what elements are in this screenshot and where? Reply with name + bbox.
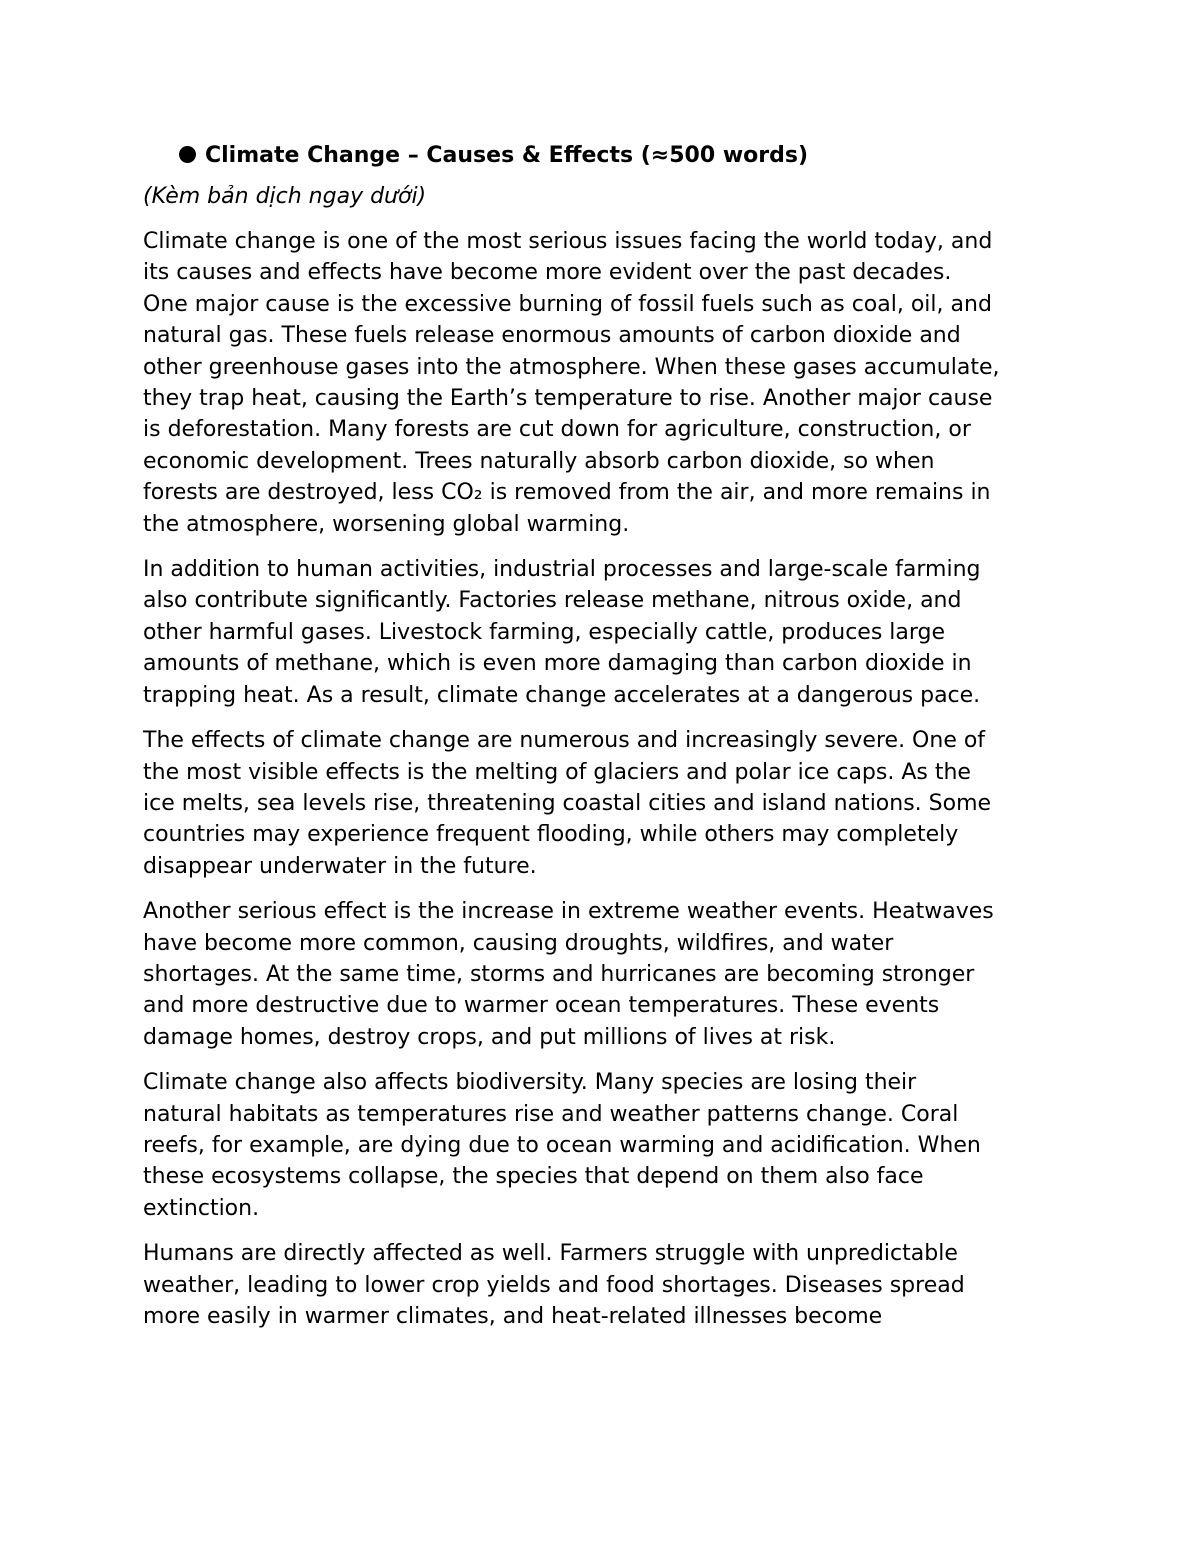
document-title: Climate Change – Causes & Effects (≈500 words) — [205, 143, 809, 168]
paragraph-causes: Climate change is one of the most serious issues facing the world today, and its causes and effects have become more evident over the past decades. One major cause is the excessive burning of fossil fuels such as coal, oil, and natural gas. These fuels release enormous amounts of carbon dioxide and other greenhouse gases into the atmosphere. When these gases accumulate, they trap heat, causing the Earth’s temperature to rise. Another major cause is deforestation. Many forests are cut down for agriculture, construction, or economic development. Trees naturally absorb carbon dioxide, so when forests are destroyed, less CO₂ is removed from the air, and more remains in the atmosphere, worsening global warming. — [143, 229, 1000, 537]
paragraph-biodiversity: Climate change also affects biodiversity. Many species are losing their natural habitats as temperatures rise and weather patterns change. Coral reefs, for example, are dying due to ocean warming and acidification. When these ecosystems collapse, the species that depend on them also face extinction. — [143, 1070, 981, 1221]
document-subtitle: (Kèm bản dịch ngay dưới) — [143, 184, 427, 209]
paragraph-industrial: In addition to human activities, industrial processes and large-scale farming also contribute significantly. Factories release methane, nitrous oxide, and other harmful gases. Livestock farming, especially cattle, produces large amounts of methane, which is even more damaging than carbon dioxide in trapping heat. As a result, climate change accelerates at a dangerous pace. — [143, 557, 981, 708]
paragraph-effects-ice: The effects of climate change are numerous and increasingly severe. One of the most visible effects is the melting of glaciers and polar ice caps. As the ice melts, sea levels rise, threatening coastal cities and island nations. Some countries may experience frequent flooding, while others may completely disappear underwater in the future. — [143, 728, 992, 879]
document-page — [143, 138, 1073, 1346]
paragraph-extreme-weather: Another serious effect is the increase in extreme weather events. Heatwaves have become more common, causing droughts, wildfires, and water shortages. At the same time, storms and hurricanes are becoming stronger and more destructive due to warmer ocean temperatures. These events damage homes, destroy crops, and put millions of lives at risk. — [143, 899, 994, 1050]
paragraph-humans: Humans are directly affected as well. Farmers struggle with unpredictable weather, leading to lower crop yields and food shortages. Diseases spread more easily in warmer climates, and heat-related illnesses become — [143, 1241, 965, 1329]
document-title-row — [179, 138, 1073, 174]
bullet-icon — [179, 146, 196, 163]
